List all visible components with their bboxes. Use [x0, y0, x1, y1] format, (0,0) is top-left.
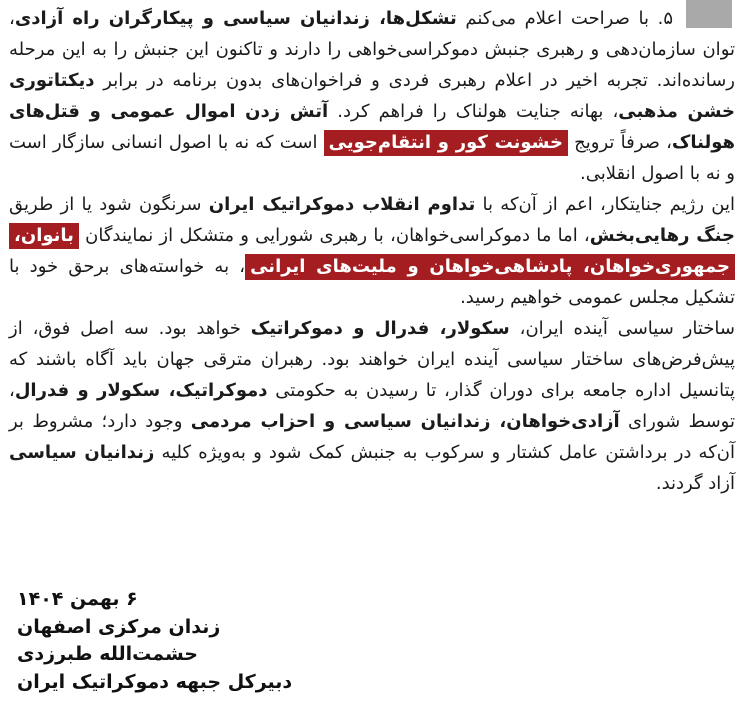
statement-paragraph-3: [9, 313, 735, 499]
signature-name: حشمت‌الله طبرزدی: [17, 643, 198, 665]
bold-phrase: آتش زدن اموال عمومی و قتل‌های هولناک: [9, 101, 735, 153]
text-segment: آزاد گردند.: [655, 473, 735, 494]
text-segment: ساختار سیاسی آینده ایران،: [509, 318, 735, 339]
bold-phrase: دموکراتیک، سکولار و فدرال: [14, 380, 268, 401]
text-segment: وجود دارد؛ مشروط بر آن‌که در برداشتن عامل کشتار و سرکوب به جنبش کمک شود و به‌ویژه کلیه: [9, 411, 735, 463]
bold-phrase: جنگ رهایی‌بخش: [589, 225, 735, 246]
statement-paragraph-2: [9, 189, 735, 313]
bold-phrase: زندانیان سیاسی: [9, 442, 155, 463]
text-segment: است که نه با اصول انسانی سازگار است و نه با اصول انقلابی.: [9, 132, 735, 184]
bold-phrase: تداوم انقلاب دموکراتیک ایران: [208, 194, 476, 215]
signature-title: دبیرکل جبهه دموکراتیک ایران: [17, 670, 293, 693]
signature-block: [17, 586, 292, 696]
text-segment: سرنگون شود یا از طریق: [9, 194, 209, 215]
highlighted-phrase: خشونت کور و انتقام‌جویی: [324, 130, 568, 156]
text-segment: ، صرفاً ترویج: [567, 132, 672, 153]
text-segment: خواهد بود. سه اصل فوق، از پیش‌فرض‌های ساختار سیاسی آینده ایران خواهند بود. رهبران مترقی جهان باید آگاه باشند که پتانسیل اداره جامعه برای دوران گذار، تا رسیدن به حکومتی: [9, 318, 735, 401]
bold-phrase: آزادی‌خواهان، زندانیان سیاسی و احزاب مردمی: [190, 411, 620, 432]
signature-date: ۶ بهمن ۱۴۰۴: [17, 588, 138, 610]
statement-paragraph-1: [9, 3, 735, 189]
text-segment: ، اما ما دموکراسی‌خواهان، با رهبری شورایی و متشکل از نمایندگان: [78, 225, 590, 246]
highlighted-phrase: بانوان، جمهوری‌خواهان، پادشاهی‌خواهان و ملیت‌های ایرانی: [9, 223, 735, 280]
text-segment: این رژیم جنایتکار، اعم از آن‌که با: [475, 194, 736, 215]
statement-body: [9, 3, 735, 499]
text-segment: ۵. با صراحت اعلام می‌کنم: [456, 8, 673, 29]
corner-spacer: [673, 3, 735, 29]
text-segment: ، توسط شورای: [9, 380, 735, 432]
text-segment: ، بهانه جنایت هولناک را فراهم کرد.: [328, 101, 619, 122]
signature-location: زندان مرکزی اصفهان: [17, 615, 221, 638]
text-segment: ، به خواسته‌های برحق خود با تشکیل مجلس عمومی خواهیم رسید.: [9, 256, 735, 308]
bold-phrase: تشکل‌ها، زندانیان سیاسی و پیکارگران راه آزادی: [14, 8, 457, 29]
bold-phrase: دیکتاتوری خشن مذهبی: [9, 70, 735, 122]
text-segment: ، توان سازمان‌دهی و رهبری جنبش دموکراسی‌خواهی را دارند و تاکنون این جنبش را به این مرحله رسانده‌اند. تجربه اخیر در اعلام رهبری فردی و فراخوان‌های بدون برنامه در برابر: [9, 8, 735, 91]
bold-phrase: سکولار، فدرال و دموکراتیک: [250, 318, 510, 339]
